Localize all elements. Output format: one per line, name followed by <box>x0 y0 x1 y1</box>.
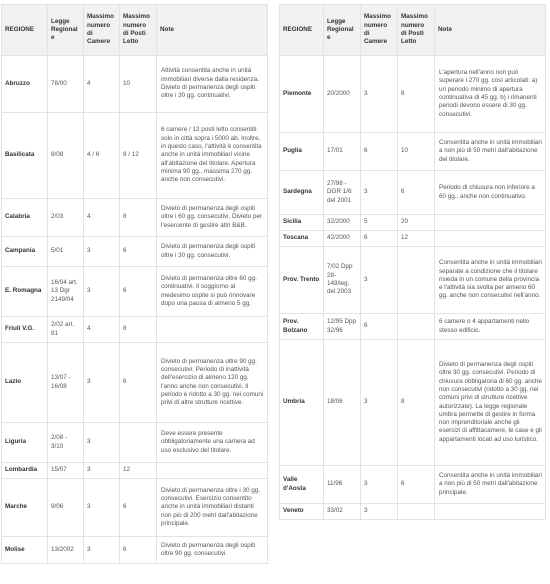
cell-camere: 3 <box>84 463 120 479</box>
cell-camere: 5 <box>361 215 398 231</box>
table-row <box>280 247 546 314</box>
cell-regione: Prov. Bolzano <box>280 314 324 340</box>
cell-note <box>435 215 546 231</box>
cell-camere: 4 <box>84 317 120 343</box>
cell-posti: 8 <box>120 317 157 343</box>
cell-posti: 6 <box>398 56 435 133</box>
cell-note: Divieto di permanenza oltre 90 gg. consecutivi. Periodo di inattività dell'esercizio di almeno 120 gg. l'anno anche non consecutivi. Il periodo è ridotto a 30 gg. nei comuni privi di altre strutture ricettive. <box>157 343 268 423</box>
cell-regione: Molise <box>2 537 48 564</box>
header-camere: Massimo numero di Camere <box>84 5 120 56</box>
cell-regione: Umbria <box>280 340 324 466</box>
cell-camere: 3 <box>84 237 120 267</box>
header-posti: Massimo numero di Posti Letto <box>120 5 157 56</box>
cell-regione: Campania <box>2 237 48 267</box>
cell-camere: 3 <box>84 479 120 537</box>
cell-posti: 10 <box>120 56 157 113</box>
cell-camere: 4 / 6 <box>84 113 120 199</box>
cell-legge: 78/00 <box>48 56 84 113</box>
cell-camere: 3 <box>84 267 120 317</box>
cell-posti: 6 <box>398 466 435 504</box>
cell-note: Consentita anche in unità immobiliari a non più di 50 metri dall'abitazione del titolare. <box>435 133 546 171</box>
cell-camere: 3 <box>84 423 120 463</box>
header-regione: REGIONE <box>280 5 324 56</box>
cell-regione: Basilicata <box>2 113 48 199</box>
cell-regione: Liguria <box>2 423 48 463</box>
cell-note: Consentita anche in unità immobiliari separate a condizione che il titolare risieda in un comune della provincia e l'attività sia svolta per almeno 60 gg. anche non consecutivi nell'anno. <box>435 247 546 314</box>
cell-posti: 6 <box>120 343 157 423</box>
cell-legge: 9/06 <box>48 479 84 537</box>
cell-note: Divieto di permanenza oltre i 30 gg. consecutivi. Esercizio consentito anche in unità immobiliari distanti non più di 200 metri dall'abitazione principale. <box>157 479 268 537</box>
table-row <box>2 56 268 113</box>
cell-legge: 18/06 <box>324 340 361 466</box>
cell-note: Deve essere presente obbligatoriamente una camera ad uso esclusivo del titolare. <box>157 423 268 463</box>
cell-regione: Marche <box>2 479 48 537</box>
cell-posti: 6 <box>120 267 157 317</box>
cell-legge: 15/07 <box>48 463 84 479</box>
cell-legge: 33/02 <box>324 504 361 520</box>
table-row <box>280 171 546 215</box>
cell-note <box>157 317 268 343</box>
cell-camere: 6 <box>361 133 398 171</box>
table-row <box>280 231 546 247</box>
cell-note: 6 camere / 12 posti letto consentiti solo in città sopra i 5000 ab. Inoltre, in questo caso, l'attività è consentita anche in unità immobiliari vicine all'abitazione del titolare. Apertura minima 90 gg., massima 270 gg. anche non consecutivi. <box>157 113 268 199</box>
table-row <box>280 314 546 340</box>
cell-camere: 3 <box>361 504 398 520</box>
cell-legge: 2/02 art. 81 <box>48 317 84 343</box>
header-regione: REGIONE <box>2 5 48 56</box>
cell-note: Consentita anche in unità immobiliari a non più di 50 metri dall'abitazione principale. <box>435 466 546 504</box>
cell-regione: Abruzzo <box>2 56 48 113</box>
cell-legge: 2/08 - 3/10 <box>48 423 84 463</box>
table-row <box>2 537 268 564</box>
cell-note: Divieto di permanenza degli ospiti oltre i 30 gg. consecutivi. <box>157 237 268 267</box>
cell-regione: Veneto <box>280 504 324 520</box>
cell-note <box>435 504 546 520</box>
cell-legge: 42/2000 <box>324 231 361 247</box>
cell-legge: 16/04 art. 13 Dgr 2149/04 <box>48 267 84 317</box>
cell-posti: 12 <box>398 231 435 247</box>
regions-table-left <box>1 4 268 564</box>
cell-posti: 10 <box>398 133 435 171</box>
table-row <box>280 215 546 231</box>
cell-legge: 17/01 <box>324 133 361 171</box>
cell-camere: 3 <box>361 247 398 314</box>
table-row <box>2 423 268 463</box>
cell-camere: 3 <box>84 343 120 423</box>
table-header-row <box>280 5 546 56</box>
cell-note <box>435 231 546 247</box>
cell-note <box>157 463 268 479</box>
cell-legge: 5/01 <box>48 237 84 267</box>
header-posti: Massimo numero di Posti Letto <box>398 5 435 56</box>
cell-regione: Lazio <box>2 343 48 423</box>
cell-posti: 6 <box>398 171 435 215</box>
cell-posti <box>398 314 435 340</box>
regions-table-right <box>279 4 546 520</box>
cell-posti: 6 <box>120 237 157 267</box>
table-row <box>280 340 546 466</box>
header-camere: Massimo numero di Camere <box>361 5 398 56</box>
cell-regione: Sardegna <box>280 171 324 215</box>
cell-posti: 8 / 12 <box>120 113 157 199</box>
table-row <box>280 466 546 504</box>
cell-regione: Lombardia <box>2 463 48 479</box>
cell-posti: 6 <box>120 479 157 537</box>
table-row <box>2 237 268 267</box>
cell-regione: Toscana <box>280 231 324 247</box>
table-row <box>2 479 268 537</box>
cell-camere: 3 <box>361 466 398 504</box>
table-row <box>280 504 546 520</box>
cell-camere: 6 <box>361 231 398 247</box>
cell-regione: Calabria <box>2 199 48 237</box>
header-note: Note <box>157 5 268 56</box>
header-note: Note <box>435 5 546 56</box>
cell-legge: 32/2000 <box>324 215 361 231</box>
cell-note: Divieto di permanenza oltre 60 gg. continuativi. Il soggiorno al medesimo ospite si può rinnovare dopo una pausa di almeno 5 gg. <box>157 267 268 317</box>
cell-camere: 3 <box>361 340 398 466</box>
table-header-row <box>2 5 268 56</box>
cell-note: Divieto di permanenza degli ospiti oltre 90 gg. consecutivi. <box>157 537 268 564</box>
cell-legge: 20/2000 <box>324 56 361 133</box>
cell-posti: 8 <box>120 199 157 237</box>
table-row <box>2 267 268 317</box>
cell-regione: Sicilia <box>280 215 324 231</box>
cell-legge: 11/96 <box>324 466 361 504</box>
cell-posti: 8 <box>398 340 435 466</box>
table-row <box>280 133 546 171</box>
cell-camere: 3 <box>361 56 398 133</box>
cell-note: Divieto di permanenza degli ospiti oltre i 60 gg. consecutivi. Divieto per l'esercente di gestire altri B&B. <box>157 199 268 237</box>
table-row <box>280 56 546 133</box>
cell-regione: Prov. Trento <box>280 247 324 314</box>
cell-legge: 12/95 Dpp 32/96 <box>324 314 361 340</box>
cell-legge: 2/03 <box>48 199 84 237</box>
table-row <box>2 463 268 479</box>
cell-regione: Friuli V.G. <box>2 317 48 343</box>
cell-posti <box>398 247 435 314</box>
cell-legge: 27/98 - DGR 1/6 del 2001 <box>324 171 361 215</box>
cell-legge: 7/02 Dpp 28-149/leg. del 2003 <box>324 247 361 314</box>
cell-camere: 4 <box>84 56 120 113</box>
cell-camere: 6 <box>361 314 398 340</box>
cell-regione: Valle d'Aosta <box>280 466 324 504</box>
cell-camere: 3 <box>361 171 398 215</box>
cell-note: Divieto di permanenza degli ospiti oltre 30 gg. consecutivi. Periodo di chiusura obbligatoria di 60 gg. anche non consecutivi (ridotto a 30 gg. nei comuni privi di strutture ricettive autorizzate). La legge regionale umbra permette di gestire in forma non imprenditoriale anche gli esercizi di affittacamere, le case e gli appartamenti locati ad uso turistico. <box>435 340 546 466</box>
table-row <box>2 317 268 343</box>
table-row <box>2 199 268 237</box>
cell-note: 6 camere o 4 appartamenti nello stesso edificio. <box>435 314 546 340</box>
header-legge: Legge Regionale <box>48 5 84 56</box>
cell-posti: 6 <box>120 537 157 564</box>
cell-camere: 3 <box>84 537 120 564</box>
cell-note: Periodo di chiusura non inferiore a 60 gg., anche non continuativo. <box>435 171 546 215</box>
cell-legge: 8/08 <box>48 113 84 199</box>
cell-note: L'apertura nell'anno non può superare i 270 gg. così articolati: a) un periodo minimo di apertura continuativa di 45 gg. b) i rimanenti periodi devono essere di 30 gg. consecutivi. <box>435 56 546 133</box>
cell-legge: 13/2002 <box>48 537 84 564</box>
table-row <box>2 113 268 199</box>
cell-regione: Piemonte <box>280 56 324 133</box>
cell-regione: Puglia <box>280 133 324 171</box>
cell-regione: E. Romagna <box>2 267 48 317</box>
cell-camere: 4 <box>84 199 120 237</box>
cell-note: Attività consentita anche in unità immobiliari diverse dalla residenza. Divieto di permanenza degli ospiti oltre i 30 gg. continuativi. <box>157 56 268 113</box>
cell-posti: 20 <box>398 215 435 231</box>
cell-posti: 12 <box>120 463 157 479</box>
cell-posti <box>120 423 157 463</box>
table-row <box>2 343 268 423</box>
cell-posti <box>398 504 435 520</box>
header-legge: Legge Regionale <box>324 5 361 56</box>
cell-legge: 13/07 - 16/08 <box>48 343 84 423</box>
